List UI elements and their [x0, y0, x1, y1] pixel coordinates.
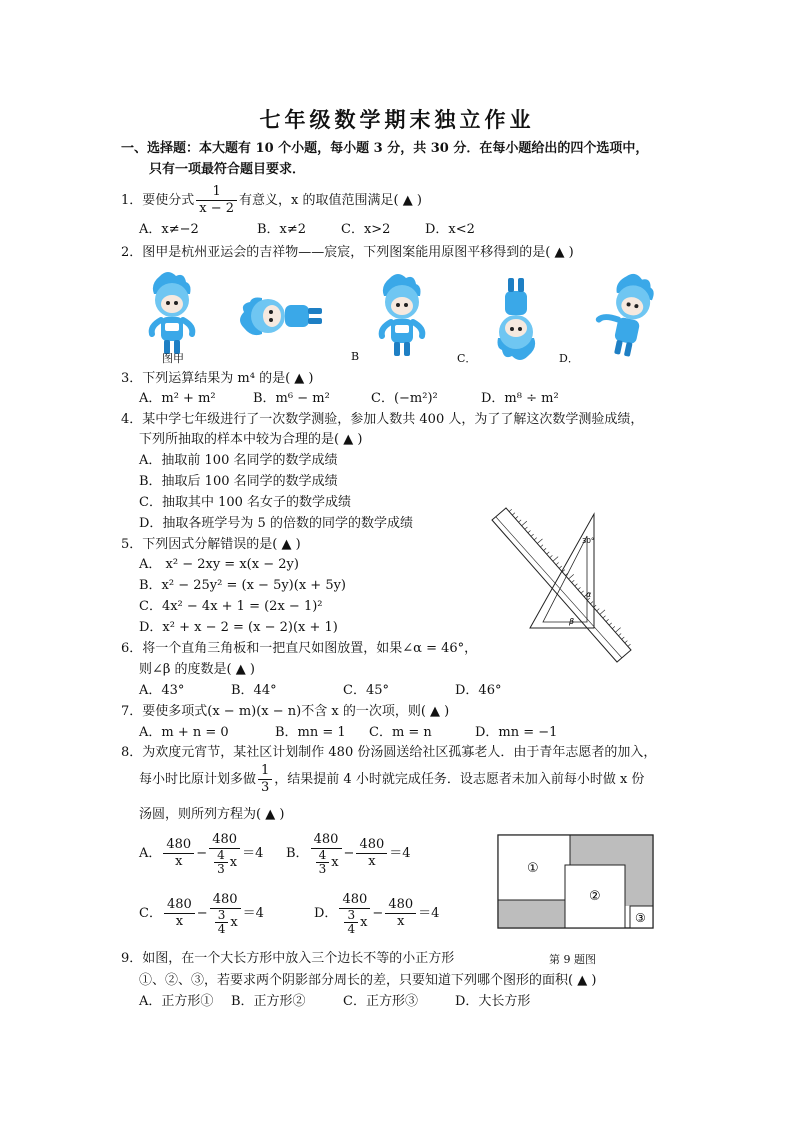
mascot-eye — [518, 327, 522, 331]
question-9-figure — [497, 834, 655, 930]
square-3-label: ③ — [635, 911, 646, 925]
var-x: x — [229, 854, 238, 870]
coef-4-3 — [214, 849, 228, 876]
ruler-tick — [544, 548, 547, 550]
num: 480 — [210, 892, 241, 909]
mascot-leg — [394, 342, 400, 356]
question-6-stem-line1: 6．将一个直角三角板和一把直尺如图放置，如果∠α = 46°， — [121, 641, 478, 656]
ruler-tick — [550, 555, 553, 557]
ruler-tick — [612, 626, 615, 628]
ruler-tick — [540, 545, 543, 547]
minus: − — [196, 846, 208, 861]
square-2-label: ② — [589, 889, 601, 904]
q2-label-b: B — [351, 350, 360, 363]
den: x — [397, 914, 405, 929]
q8-option-a[interactable] — [139, 826, 263, 882]
mascot-eye — [510, 327, 514, 331]
ruler-tick — [609, 623, 612, 625]
ruler-tick — [615, 628, 620, 633]
ruler-tick — [572, 580, 575, 582]
den: 3 — [217, 861, 225, 876]
den — [311, 849, 342, 876]
mascot-badge — [395, 325, 409, 333]
question-9-stem-line1: 9．如图，在一个大长方形中放入三个边长不等的小正方形 — [121, 951, 455, 966]
var-x: x — [360, 914, 368, 930]
q8-letter-b: B． — [286, 846, 309, 861]
question-1-options — [139, 221, 475, 239]
q4-option-d[interactable]: D．抽取各班学号为 5 的倍数的同学的数学成绩 — [139, 516, 413, 531]
q8-d-frac2 — [385, 897, 416, 930]
q9-option-c[interactable]: C．正方形③ — [343, 994, 418, 1009]
mascot-badge — [165, 323, 179, 331]
q3-option-a[interactable]: A．m² + m² — [139, 391, 216, 406]
q8-b-frac2 — [356, 837, 387, 870]
q5-option-b[interactable]: B．x² − 25y² = (x − 5y)(x + 5y) — [139, 578, 347, 593]
q9-option-b[interactable]: B．正方形② — [231, 994, 306, 1009]
section-heading-line1: 一、选择题：本大题有 10 个小题，每小题 3 分，共 30 分．在每小题给出的四个选项中， — [121, 141, 649, 156]
question-6-options — [139, 682, 501, 700]
den — [339, 909, 370, 936]
ruler-tick — [515, 516, 518, 518]
question-6-stem-line2: 则∠β 的度数是( ▲ ) — [139, 662, 255, 677]
q9-figure-caption: 第 9 题图 — [549, 953, 596, 966]
mascot-leg — [614, 340, 623, 355]
mascot-arm — [382, 322, 391, 336]
q7-option-c[interactable]: C．m = n — [369, 725, 432, 740]
q7-option-a[interactable]: A．m + n = 0 — [139, 725, 229, 740]
num: 480 — [311, 832, 342, 849]
question-1-stem — [121, 184, 422, 218]
q8-stem2-pre: 每小时比原计划多做 — [139, 772, 257, 787]
num: 480 — [163, 837, 194, 854]
q8-a-frac1 — [163, 837, 194, 870]
q8-option-b[interactable] — [286, 826, 411, 882]
mascot-eye — [396, 303, 400, 307]
minus: − — [196, 906, 208, 921]
q8-frac-num: 1 — [258, 763, 272, 780]
q8-letter-d: D． — [314, 906, 338, 921]
mascot-eye — [269, 310, 273, 314]
equals-4: ＝4 — [242, 906, 264, 921]
ruler-tick — [590, 602, 593, 604]
coef-3-4 — [344, 909, 358, 936]
q7-option-b[interactable]: B．mn = 1 — [275, 725, 346, 740]
ruler-tick — [553, 557, 558, 562]
ruler-tick — [581, 591, 584, 593]
equals-4: ＝4 — [418, 906, 440, 921]
q6-option-c[interactable]: C．45° — [343, 683, 389, 698]
q8-option-d[interactable] — [314, 886, 439, 942]
question-8-stem-line3: 汤圆，则所列方程为( ▲ ) — [139, 807, 285, 822]
shaded-region-bottom — [498, 900, 565, 928]
q9-option-a[interactable]: A．正方形① — [139, 994, 214, 1009]
mascot-leg — [518, 278, 524, 292]
question-3-stem: 3．下列运算结果为 m⁴ 的是( ▲ ) — [121, 371, 314, 386]
mascot-face — [263, 305, 281, 327]
q1-pre: 1．要使分式 — [121, 193, 195, 208]
coef-4-3 — [316, 849, 330, 876]
den: x — [175, 914, 184, 929]
q8-a-frac2 — [209, 832, 240, 876]
q8-b-frac1 — [311, 832, 342, 876]
num: 480 — [209, 832, 240, 849]
num: 480 — [339, 892, 370, 909]
ruler-tick — [600, 610, 605, 615]
den: 4 — [217, 921, 226, 936]
mascot-body — [505, 291, 527, 315]
ruler-tick — [628, 644, 631, 646]
num: 4 — [214, 849, 228, 863]
angle-30-label: 30° — [582, 537, 595, 545]
q3-option-b[interactable]: B．m⁶ − m² — [253, 391, 330, 406]
q3-option-c[interactable]: C．(−m²)² — [371, 391, 438, 406]
ruler-tick — [537, 539, 542, 544]
mascot-figure-d — [484, 272, 548, 362]
ruler-tick — [509, 509, 512, 511]
mascot-face — [161, 295, 183, 313]
q2-label-original: 图甲 — [162, 352, 184, 365]
q6-option-b[interactable]: B．44° — [231, 683, 277, 698]
mascot-eye — [269, 318, 273, 322]
q8-c-frac1 — [164, 897, 195, 930]
coef-3-4 — [215, 909, 229, 936]
mascot-leg — [308, 308, 322, 314]
q1-option-d[interactable]: D．x<2 — [425, 222, 475, 237]
q8-option-c[interactable] — [139, 886, 264, 942]
equals-4: ＝4 — [389, 846, 411, 861]
question-3-options — [139, 390, 559, 408]
minus: − — [372, 906, 384, 921]
var-x: x — [230, 914, 238, 930]
q2-label-d: D． — [559, 352, 579, 365]
ruler-tick — [569, 574, 574, 579]
shaded-region-right — [625, 865, 653, 906]
mascot-figure-b — [238, 282, 330, 350]
q1-option-b[interactable]: B．x≠2 — [257, 222, 307, 237]
ruler-tick — [525, 527, 528, 529]
ruler-tick — [575, 584, 578, 586]
var-x: x — [331, 854, 339, 870]
q5-option-d[interactable]: D．x² + x − 2 = (x − 2)(x + 1) — [139, 620, 338, 635]
question-4-stem-line2: 下列所抽取的样本中较为合理的是( ▲ ) — [139, 432, 363, 447]
q5-option-c[interactable]: C．4x² − 4x + 1 = (2x − 1)² — [139, 599, 323, 614]
ruler-triangle-figure — [486, 500, 636, 672]
ruler-tick — [619, 633, 622, 635]
ruler-tick — [625, 641, 628, 643]
ruler-tick — [528, 531, 531, 533]
question-9-options — [139, 993, 530, 1011]
ruler-tick — [622, 637, 625, 639]
mascot-arm — [152, 320, 161, 334]
q1-option-a[interactable]: A．x≠−2 — [139, 222, 199, 237]
q6-option-d[interactable]: D．46° — [455, 683, 502, 698]
q4-option-b[interactable]: B．抽取后 100 名同学的数学成绩 — [139, 474, 338, 489]
mascot-figure-e — [594, 272, 666, 362]
den — [209, 849, 240, 876]
ruler-tick — [512, 513, 515, 515]
question-7-stem: 7．要使多项式(x − m)(x − n)不含 x 的一次项，则( ▲ ) — [121, 704, 450, 719]
minus: − — [343, 846, 355, 861]
num: 4 — [316, 849, 330, 863]
ruler-tick — [606, 619, 609, 621]
ruler-tick — [547, 552, 550, 554]
q6-option-a[interactable]: A．43° — [139, 683, 185, 698]
ruler-tick — [597, 609, 600, 611]
q1-frac-num: 1 — [196, 184, 237, 201]
num: 480 — [164, 897, 195, 914]
ruler-tick — [519, 520, 522, 522]
question-5-stem: 5．下列因式分解错误的是( ▲ ) — [121, 537, 301, 552]
q7-option-d[interactable]: D．mn = −1 — [475, 725, 558, 740]
mascot-arm — [183, 320, 192, 334]
den — [210, 909, 241, 936]
mascot-eye — [404, 303, 408, 307]
equals-4: ＝4 — [242, 846, 264, 861]
den: 3 — [318, 861, 327, 876]
ruler-tick — [556, 562, 559, 564]
q8-stem2-post: ，结果提前 4 小时就完成任务．设志愿者未加入前每小时做 x 份 — [274, 772, 645, 787]
q8-letter-c: C． — [139, 906, 162, 921]
square-1-label: ① — [527, 861, 539, 876]
den: 4 — [347, 921, 356, 936]
ruler-tick — [534, 538, 537, 540]
mascot-leg — [404, 342, 410, 356]
num: 3 — [215, 909, 229, 923]
beta-label: β — [569, 617, 575, 626]
mascot-face — [505, 319, 527, 337]
q9-option-d[interactable]: D．大长方形 — [455, 994, 531, 1009]
q4-option-a[interactable]: A．抽取前 100 名同学的数学成绩 — [139, 453, 338, 468]
q5-option-a[interactable]: A． x² − 2xy = x(x − 2y) — [139, 557, 299, 572]
mascot-figure-original — [140, 270, 204, 360]
den: x — [368, 854, 376, 869]
ruler-tick — [603, 616, 606, 618]
q4-option-c[interactable]: C．抽取其中 100 名女子的数学成绩 — [139, 495, 352, 510]
den: x — [175, 854, 183, 869]
q2-label-c: C． — [457, 352, 477, 365]
mascot-figure-c — [370, 272, 434, 362]
mascot-arm — [599, 315, 619, 323]
q1-fraction — [196, 184, 237, 217]
question-8-stem-line1: 8．为欢度元宵节，某社区计划制作 480 份汤圆送给社区孤寡老人．由于青年志愿者的加入， — [121, 745, 657, 760]
mascot-leg — [624, 342, 633, 357]
q1-frac-den: x − 2 — [199, 201, 235, 216]
question-2-stem: 2．图甲是杭州亚运会的吉祥物——宸宸，下列图案能用原图平移得到的是( ▲ ) — [121, 245, 574, 260]
q8-c-frac2 — [210, 892, 241, 936]
mascot-arm — [413, 322, 422, 336]
q1-option-c[interactable]: C．x>2 — [341, 222, 391, 237]
mascot-leg — [508, 278, 514, 292]
question-4-stem-line1: 4．某中学七年级进行了一次数学测验，参加人数共 400 人，为了了解这次数学测验成绩， — [121, 412, 644, 427]
question-9-stem-line2: ①、②、③，若要求两个阴影部分周长的差，只要知道下列哪个图形的面积( ▲ ) — [139, 973, 597, 988]
page-title: 七年级数学期末独立作业 — [259, 107, 535, 132]
mascot-eye — [166, 301, 170, 305]
q8-d-frac1 — [339, 892, 370, 936]
q8-frac-den: 3 — [261, 780, 270, 795]
mascot-leg — [308, 318, 322, 324]
num: 480 — [356, 837, 387, 854]
ruler-tick — [578, 587, 581, 589]
q3-option-d[interactable]: D．m⁸ ÷ m² — [481, 391, 559, 406]
q8-letter-a: A． — [139, 846, 162, 861]
q8-fraction-one-third — [258, 763, 272, 796]
ruler-tick — [531, 534, 534, 536]
num: 480 — [385, 897, 416, 914]
ruler-tick — [522, 521, 527, 526]
mascot-eye — [174, 301, 178, 305]
alpha-label: α — [586, 590, 592, 599]
mascot-body — [285, 305, 309, 327]
num: 3 — [344, 909, 358, 923]
shaded-region-top — [570, 835, 653, 865]
question-8-stem-line2 — [139, 762, 644, 798]
q1-post: 有意义，x 的取值范围满足( ▲ ) — [239, 193, 422, 208]
section-heading-line2: 只有一项最符合题目要求． — [149, 162, 306, 177]
question-7-options — [139, 724, 557, 742]
mascot-face — [391, 297, 413, 315]
ruler-tick — [559, 566, 562, 568]
